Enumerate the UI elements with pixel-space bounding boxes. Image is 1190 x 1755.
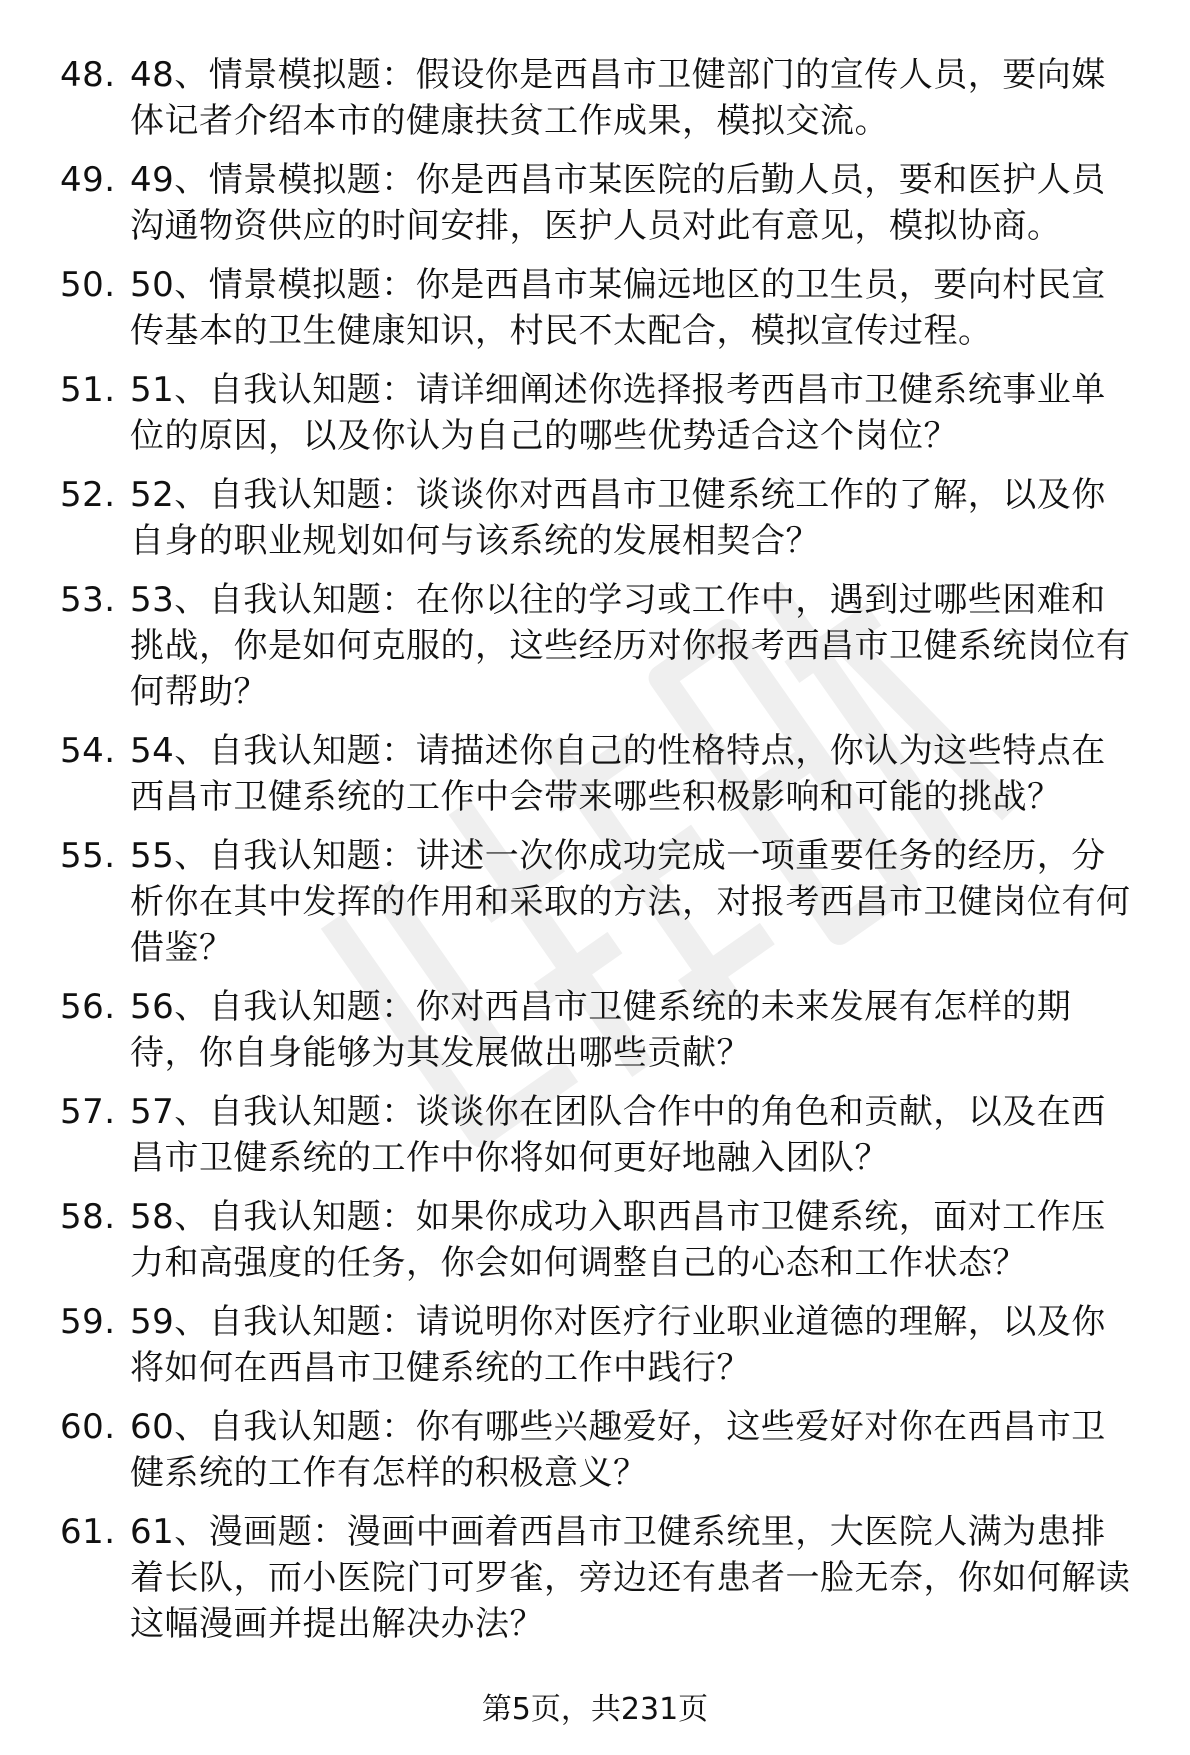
question-number: 50. xyxy=(60,265,116,305)
question-number: 53. xyxy=(60,580,116,620)
list-item xyxy=(60,367,1140,459)
question-number: 54. xyxy=(60,731,116,771)
question-text: 51、自我认知题：请详细阐述你选择报考西昌市卫健系统事业单位的原因，以及你认为自己的哪些优势适合这个岗位？ xyxy=(130,370,1106,456)
question-number: 52. xyxy=(60,475,116,515)
question-number: 56. xyxy=(60,987,116,1027)
question-text: 48、情景模拟题：假设你是西昌市卫健部门的宣传人员，要向媒体记者介绍本市的健康扶贫工作成果，模拟交流。 xyxy=(130,55,1106,141)
question-text: 53、自我认知题：在你以往的学习或工作中，遇到过哪些困难和挑战，你是如何克服的，这些经历对你报考西昌市卫健系统岗位有何帮助？ xyxy=(130,580,1131,712)
list-item xyxy=(60,1194,1140,1286)
list-item xyxy=(60,728,1140,820)
question-text: 61、漫画题：漫画中画着西昌市卫健系统里，大医院人满为患排着长队，而小医院门可罗雀，旁边还有患者一脸无奈，你如何解读这幅漫画并提出解决办法？ xyxy=(130,1512,1131,1644)
question-number: 55. xyxy=(60,836,116,876)
question-number: 49. xyxy=(60,160,116,200)
question-text: 55、自我认知题：讲述一次你成功完成一项重要任务的经历，分析你在其中发挥的作用和采取的方法，对报考西昌市卫健岗位有何借鉴？ xyxy=(130,836,1131,968)
question-number: 57. xyxy=(60,1092,116,1132)
question-text: 60、自我认知题：你有哪些兴趣爱好，这些爱好对你在西昌市卫健系统的工作有怎样的积极意义？ xyxy=(130,1407,1106,1493)
list-item xyxy=(60,577,1140,715)
list-item xyxy=(60,1089,1140,1181)
question-text: 49、情景模拟题：你是西昌市某医院的后勤人员，要和医护人员沟通物资供应的时间安排，医护人员对此有意见，模拟协商。 xyxy=(130,160,1106,246)
question-text: 58、自我认知题：如果你成功入职西昌市卫健系统，面对工作压力和高强度的任务，你会如何调整自己的心态和工作状态？ xyxy=(130,1197,1106,1283)
page-footer: 第5页，共231页 xyxy=(481,1692,709,1727)
question-number: 61. xyxy=(60,1512,116,1552)
list-item xyxy=(60,833,1140,971)
list-item xyxy=(60,1299,1140,1391)
list-item xyxy=(60,1404,1140,1496)
question-number: 59. xyxy=(60,1302,116,1342)
list-item xyxy=(60,262,1140,354)
question-text: 54、自我认知题：请描述你自己的性格特点，你认为这些特点在西昌市卫健系统的工作中会带来哪些积极影响和可能的挑战？ xyxy=(130,731,1106,817)
question-number: 58. xyxy=(60,1197,116,1237)
question-text: 57、自我认知题：谈谈你在团队合作中的角色和贡献，以及在西昌市卫健系统的工作中你将如何更好地融入团队？ xyxy=(130,1092,1106,1178)
list-item xyxy=(60,1509,1140,1647)
question-number: 60. xyxy=(60,1407,116,1447)
list-item xyxy=(60,157,1140,249)
list-item xyxy=(60,472,1140,564)
question-list xyxy=(60,52,1140,1660)
question-text: 59、自我认知题：请说明你对医疗行业职业道德的理解，以及你将如何在西昌市卫健系统的工作中践行？ xyxy=(130,1302,1106,1388)
list-item xyxy=(60,984,1140,1076)
question-number: 51. xyxy=(60,370,116,410)
list-item xyxy=(60,52,1140,144)
question-text: 50、情景模拟题：你是西昌市某偏远地区的卫生员，要向村民宣传基本的卫生健康知识，村民不太配合，模拟宣传过程。 xyxy=(130,265,1106,351)
question-number: 48. xyxy=(60,55,116,95)
question-text: 52、自我认知题：谈谈你对西昌市卫健系统工作的了解，以及你自身的职业规划如何与该系统的发展相契合？ xyxy=(130,475,1106,561)
question-text: 56、自我认知题：你对西昌市卫健系统的未来发展有怎样的期待，你自身能够为其发展做出哪些贡献？ xyxy=(130,987,1072,1073)
